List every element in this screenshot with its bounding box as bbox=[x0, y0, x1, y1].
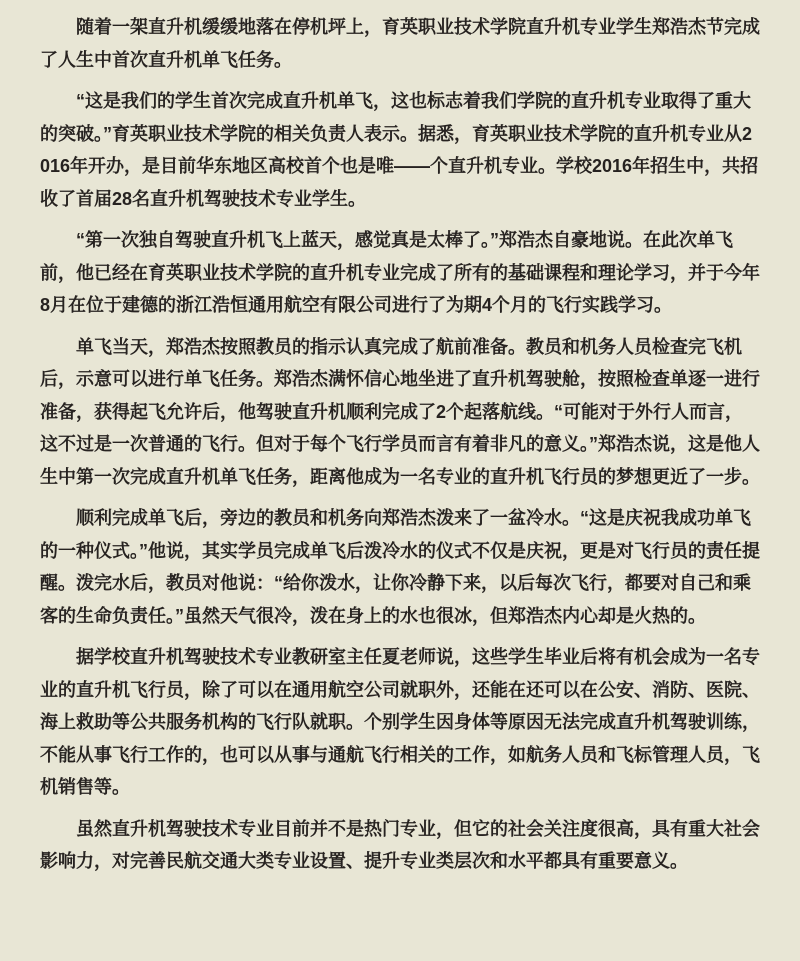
paragraph: 顺利完成单飞后，旁边的教员和机务向郑浩杰泼来了一盆冷水。“这是庆祝我成功单飞的一种仪式。”他说，其实学员完成单飞后泼冷水的仪式不仅是庆祝，更是对飞行员的责任提醒。泼完水后，教员对他说：“给你泼水，让你冷静下来，以后每次飞行，都要对自己和乘客的生命负责任。”虽然天气很冷，泼在身上的水也很冰，但郑浩杰内心却是火热的。 bbox=[40, 508, 760, 626]
paragraph: “第一次独自驾驶直升机飞上蓝天，感觉真是太棒了。”郑浩杰自豪地说。在此次单飞前，他已经在育英职业技术学院的直升机专业完成了所有的基础课程和理论学习，并于今年8月在位于建德的浙江浩恒通用航空有限公司进行了为期4个月的飞行实践学习。 bbox=[40, 230, 760, 315]
paragraph: 据学校直升机驾驶技术专业教研室主任夏老师说，这些学生毕业后将有机会成为一名专业的直升机飞行员，除了可以在通用航空公司就职外，还能在还可以在公安、消防、医院、海上救助等公共服务机构的飞行队就职。个别学生因身体等原因无法完成直升机驾驶训练，不能从事飞行工作的，也可以从事与通航飞行相关的工作，如航务人员和飞标管理人员，飞机销售等。 bbox=[40, 647, 760, 797]
paragraph: “这是我们的学生首次完成直升机单飞，这也标志着我们学院的直升机专业取得了重大的突破。”育英职业技术学院的相关负责人表示。据悉，育英职业技术学院的直升机专业从2016年开办，是目前华东地区高校首个也是唯——个直升机专业。学校2016年招生中，共招收了首届28名直升机驾驶技术专业学生。 bbox=[40, 91, 759, 209]
paragraph: 虽然直升机驾驶技术专业目前并不是热门专业，但它的社会关注度很高，具有重大社会影响力，对完善民航交通大类专业设置、提升专业类层次和水平都具有重要意义。 bbox=[40, 818, 760, 871]
paragraph: 单飞当天，郑浩杰按照教员的指示认真完成了航前准备。教员和机务人员检查完飞机后，示意可以进行单飞任务。郑浩杰满怀信心地坐进了直升机驾驶舱，按照检查单逐一进行准备，获得起飞允许后，他驾驶直升机顺利完成了2个起落航线。“可能对于外行人而言，这不过是一次普通的飞行。但对于每个飞行学员而言有着非凡的意义。”郑浩杰说，这是他人生中第一次完成直升机单飞任务，距离他成为一名专业的直升机飞行员的梦想更近了一步。 bbox=[40, 336, 760, 487]
paragraph: 随着一架直升机缓缓地落在停机坪上，育英职业技术学院直升机专业学生郑浩杰节完成了人生中首次直升机单飞任务。 bbox=[40, 17, 760, 70]
